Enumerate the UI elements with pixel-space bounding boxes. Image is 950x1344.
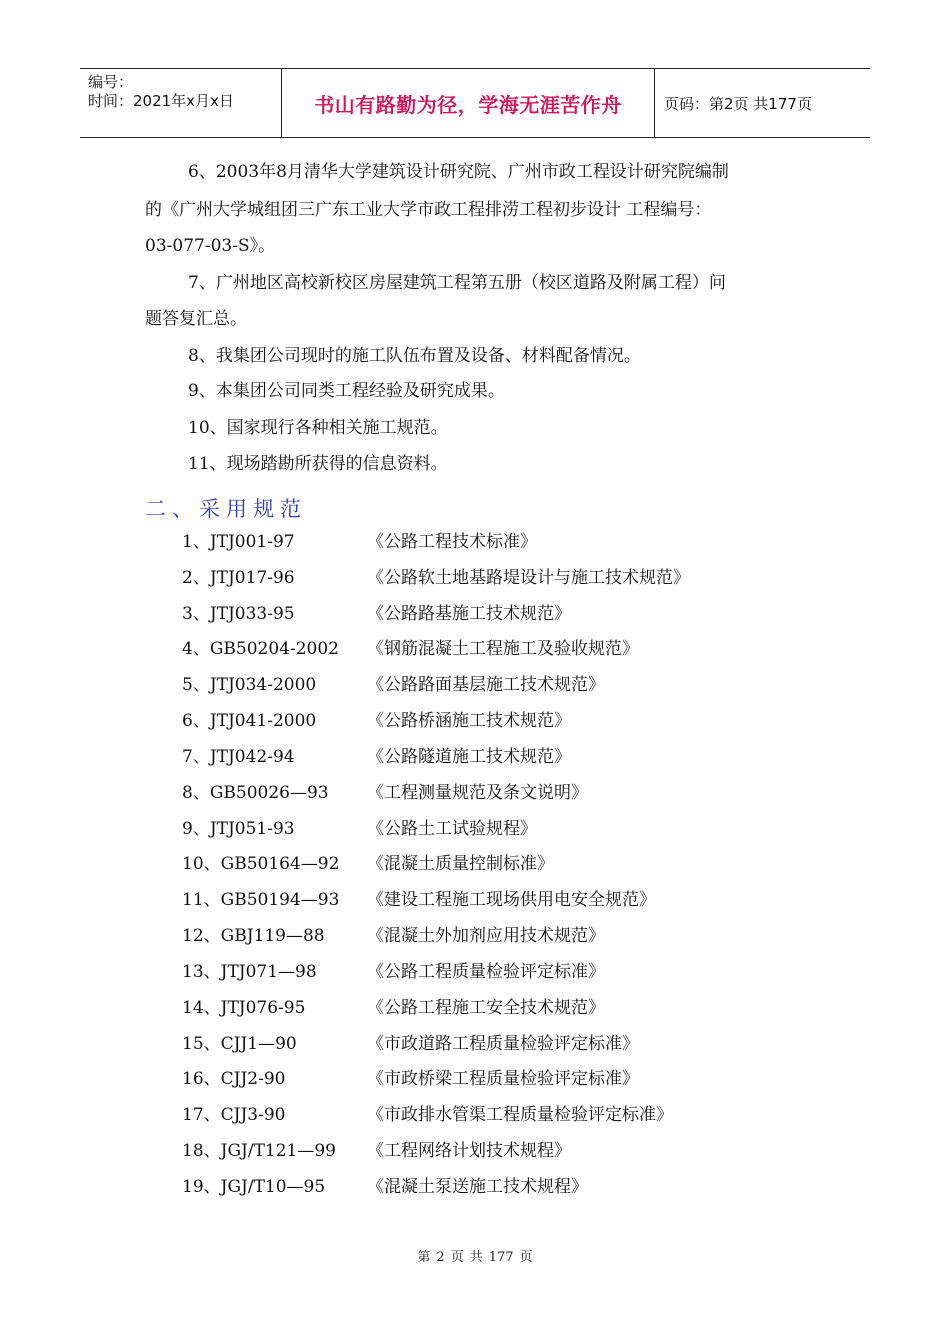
standard-name: 《混凝土泵送施工技术规程》 [367,1177,588,1197]
standard-row [182,782,822,804]
standard-row [182,603,822,625]
standard-row [182,638,822,660]
doc-time-label: 时间：2021年x月x日 [88,92,234,110]
standard-name: 《公路软土地基路堤设计与施工技术规范》 [367,568,690,588]
standard-row [182,925,822,947]
standard-row [182,746,822,768]
standard-code: 10、GB50164—92 [182,854,340,874]
standard-code: 1、JTJ001-97 [182,532,295,552]
standard-row [182,1176,822,1198]
intro-item-8: 8、我集团公司现时的施工队伍布置及设备、材料配备情况。 [188,346,641,366]
header-meta [88,73,234,111]
standard-name: 《公路路面基层施工技术规范》 [367,675,605,695]
standard-code: 13、JTJ071—98 [182,962,317,982]
standard-name: 《建设工程施工现场供用电安全规范》 [367,890,656,910]
footer-ye: 页 [519,1250,533,1265]
standard-code: 4、GB50204-2002 [182,639,339,659]
footer-gong: 共 [469,1250,483,1265]
standard-code: 16、CJJ2-90 [182,1069,286,1089]
standard-row [182,889,822,911]
standard-code: 7、JTJ042-94 [182,747,295,767]
intro-item-7-line-2: 题答复汇总。 [145,309,247,329]
header-motto: 书山有路勤为径，学海无涯苦作舟 [314,92,622,117]
standard-name: 《混凝土外加剂应用技术规范》 [367,926,605,946]
standard-code: 12、GBJ119—88 [182,926,325,946]
standard-name: 《工程测量规范及条文说明》 [367,783,588,803]
standard-row [182,1104,822,1126]
standard-code: 18、JGJ/T121—99 [182,1141,336,1161]
standard-row [182,1033,822,1055]
standard-code: 6、JTJ041-2000 [182,711,317,731]
standard-name: 《工程网络计划技术规程》 [367,1141,571,1161]
page-header [80,68,870,138]
standard-code: 3、JTJ033-95 [182,604,295,624]
standard-code: 8、GB50026—93 [182,783,329,803]
standard-row [182,853,822,875]
standard-row [182,1068,822,1090]
standard-name: 《市政道路工程质量检验评定标准》 [367,1034,639,1054]
standard-name: 《公路土工试验规程》 [367,819,537,839]
intro-item-10: 10、国家现行各种相关施工规范。 [188,418,448,438]
standard-name: 《市政桥梁工程质量检验评定标准》 [367,1069,639,1089]
intro-item-6-line-2: 的《广州大学城组团三广东工业大学市政工程排涝工程初步设计 工程编号： [145,200,712,220]
intro-item-7-line-1: 7、广州地区高校新校区房屋建筑工程第五册（校区道路及附属工程）问 [188,273,726,293]
standard-name: 《钢筋混凝土工程施工及验收规范》 [367,639,639,659]
section-title: 二、采用规范 [145,497,307,521]
standard-name: 《公路桥涵施工技术规范》 [367,711,571,731]
standard-name: 《混凝土质量控制标准》 [367,854,554,874]
intro-item-6-line-1: 6、2003年8月清华大学建筑设计研究院、广州市政工程设计研究院编制 [188,162,729,182]
standard-name: 《市政排水管渠工程质量检验评定标准》 [367,1105,673,1125]
footer-page-number: 2 [436,1250,445,1265]
standard-name: 《公路路基施工技术规范》 [367,604,571,624]
standard-code: 5、JTJ034-2000 [182,675,317,695]
page-footer [0,1246,950,1265]
standard-code: 11、GB50194—93 [182,890,340,910]
footer-di: 第 [417,1250,431,1265]
standard-row [182,710,822,732]
standard-row [182,1140,822,1162]
standard-code: 19、JGJ/T10—95 [182,1177,326,1197]
standard-row [182,818,822,840]
standard-name: 《公路工程技术标准》 [367,532,537,552]
standard-code: 9、JTJ051-93 [182,819,295,839]
standard-name: 《公路隧道施工技术规范》 [367,747,571,767]
standard-name: 《公路工程质量检验评定标准》 [367,962,605,982]
header-divider [654,69,655,137]
intro-item-11: 11、现场踏勘所获得的信息资料。 [188,454,448,474]
standard-code: 17、CJJ3-90 [182,1105,286,1125]
standard-code: 15、CJJ1—90 [182,1034,297,1054]
intro-item-6-line-3: 03-077-03-S》。 [145,236,276,256]
intro-item-9: 9、本集团公司同类工程经验及研究成果。 [188,381,505,401]
standard-row [182,674,822,696]
header-page-info: 页码：第2页 共177页 [664,94,812,113]
footer-ye: 页 [450,1250,464,1265]
standard-code: 14、JTJ076-95 [182,998,306,1018]
doc-number-label: 编号： [88,73,134,91]
standard-name: 《公路工程施工安全技术规范》 [367,998,605,1018]
footer-total-pages: 177 [488,1250,514,1265]
standard-row [182,961,822,983]
standard-code: 2、JTJ017-96 [182,568,295,588]
standard-row [182,997,822,1019]
standard-row [182,531,822,553]
standard-row [182,567,822,589]
